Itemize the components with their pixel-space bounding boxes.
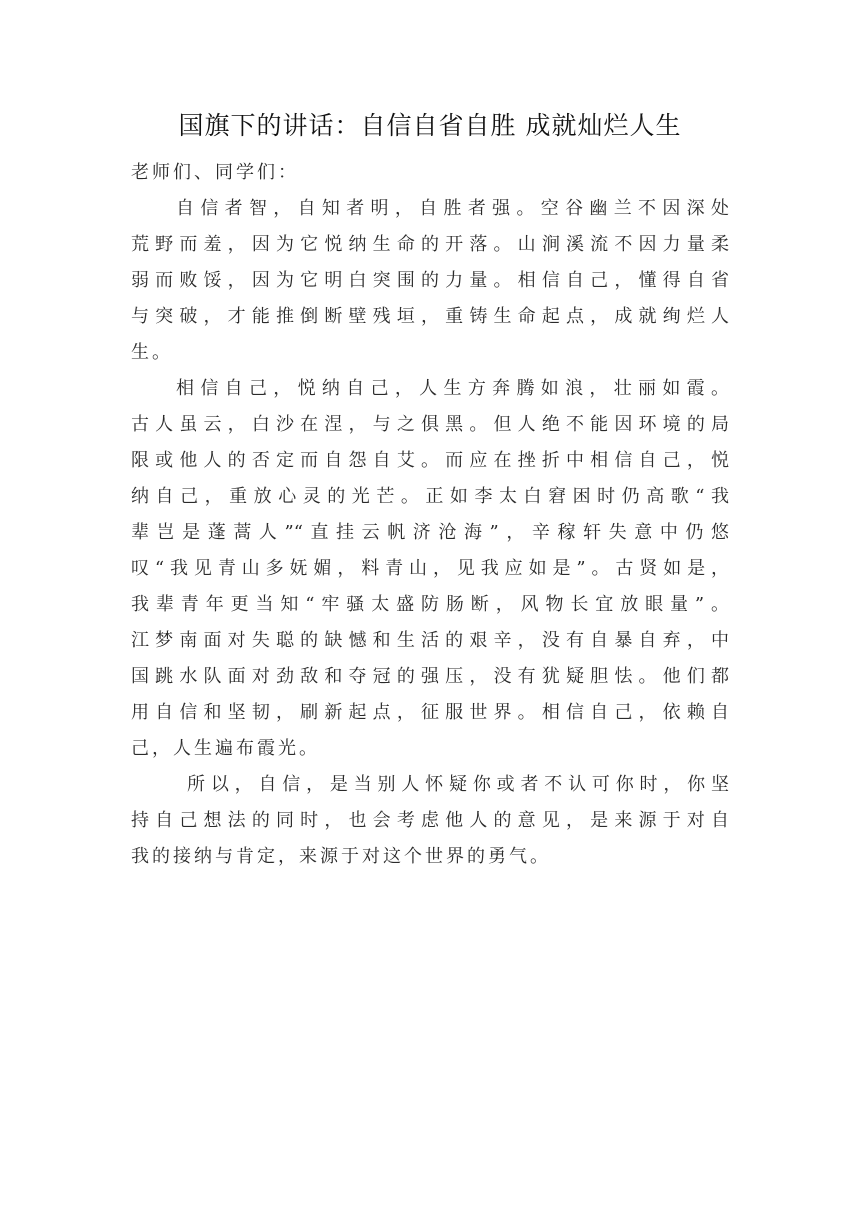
- paragraph-2: [131, 371, 729, 767]
- paragraph-line: 江梦南面对失聪的缺憾和生活的艰辛，没有自暴自弃，中: [131, 630, 729, 651]
- paragraph-line: 相信自己，悦纳自己，人生方奔腾如浪，壮丽如霞。: [176, 378, 729, 399]
- paragraph-line: 我的接纳与肯定，来源于对这个世界的勇气。: [131, 846, 551, 867]
- paragraph-line: 与突破，才能推倒断壁残垣，重铸生命起点，成就绚烂人: [131, 306, 729, 327]
- paragraph-line: 弱而败馁，因为它明白突围的力量。相信自己，懂得自省: [131, 270, 729, 291]
- paragraph-line: 国跳水队面对劲敌和夺冠的强压，没有犹疑胆怯。他们都: [131, 666, 729, 687]
- greeting: 老师们、同学们：: [131, 162, 299, 183]
- paragraph-line: 生。: [131, 342, 173, 363]
- paragraph-line: 限或他人的否定而自怨自艾。而应在挫折中相信自己，悦: [131, 450, 729, 471]
- paragraph-line: 自信者智，自知者明，自胜者强。空谷幽兰不因深处: [176, 198, 729, 219]
- paragraph-line: 纳自己，重放心灵的光芒。正如李太白窘困时仍高歌“我: [131, 486, 729, 507]
- paragraph-line: 辈岂是蓬蒿人”“直挂云帆济沧海”，辛稼轩失意中仍悠: [131, 522, 729, 543]
- paragraph-line: 己，人生遍布霞光。: [131, 738, 320, 759]
- paragraph-line: 荒野而羞，因为它悦纳生命的开落。山涧溪流不因力量柔: [131, 234, 729, 255]
- document-title: 国旗下的讲话：自信自省自胜 成就灿烂人生: [178, 111, 682, 140]
- paragraph-3: [131, 767, 729, 875]
- paragraph-line: 用自信和坚韧，刷新起点，征服世界。相信自己，依赖自: [131, 702, 729, 723]
- paragraph-line: 持自己想法的同时，也会考虑他人的意见，是来源于对自: [131, 810, 729, 831]
- document-body: [131, 155, 729, 875]
- paragraph-line: 叹“我见青山多妩媚，料青山，见我应如是”。古贤如是，: [131, 558, 729, 579]
- paragraph-line: 我辈青年更当知“牢骚太盛防肠断，风物长宜放眼量”。: [131, 594, 729, 615]
- paragraph-line: 古人虽云，白沙在涅，与之俱黑。但人绝不能因环境的局: [131, 414, 729, 435]
- paragraph-line: 所以，自信，是当别人怀疑你或者不认可你时，你坚: [187, 774, 729, 795]
- paragraph-1: [131, 191, 729, 371]
